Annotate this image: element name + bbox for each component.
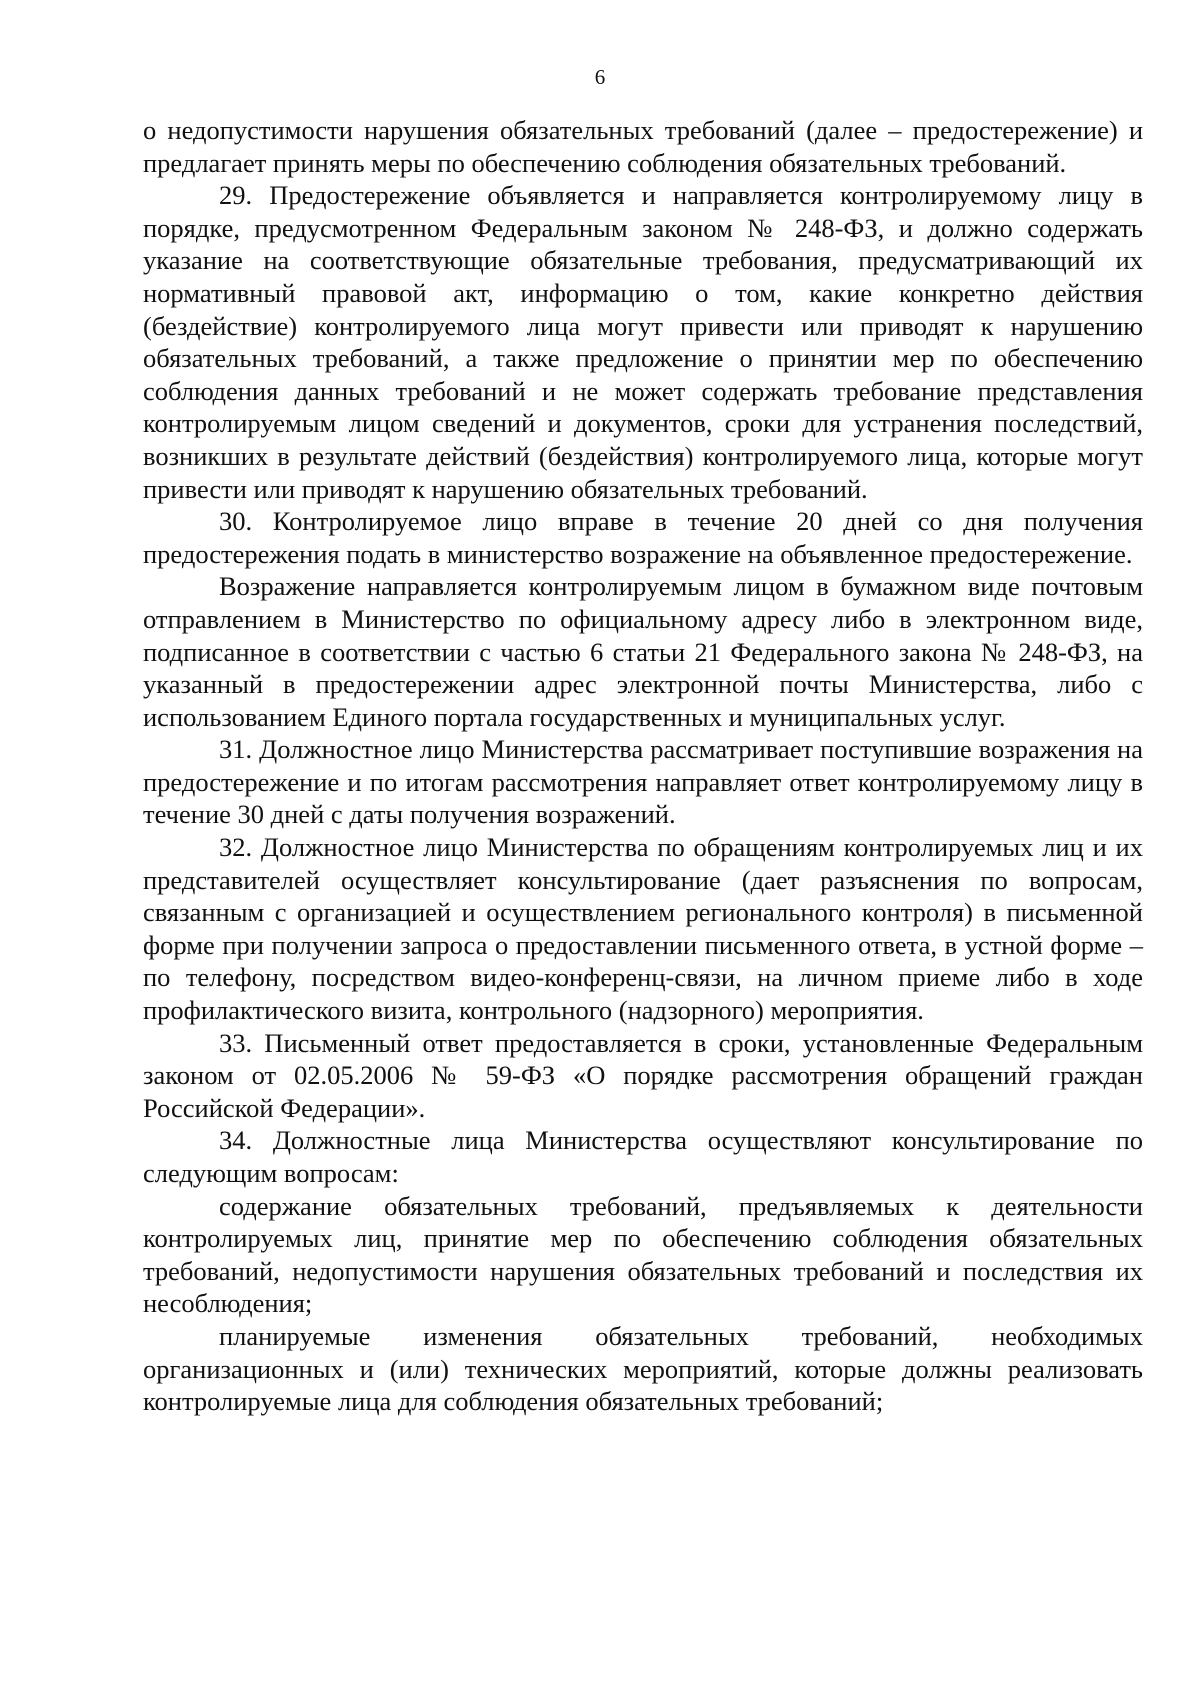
paragraph-item-32: 32. Должностное лицо Министерства по обращениям контролируемых лиц и их представителей осуществляет консультирование (дает разъяснения по вопросам, связанным с организацией и осуществлением регионального контроля) в письменной форме при получении запроса о предоставлении письменного ответа, в устной форме – по телефону, посредством видео-конференц-связи, на личном приеме либо в ходе профилактического визита, контрольного (надзорного) мероприятия.: [143, 832, 1143, 1026]
paragraph-consultation-topic-2: планируемые изменения обязательных требований, необходимых организационных и (или) технических мероприятий, которые должны реализовать контролируемые лица для соблюдения обязательных требований;: [143, 1320, 1143, 1417]
paragraph-consultation-topic-1: содержание обязательных требований, предъявляемых к деятельности контролируемых лиц, принятие мер по обеспечению соблюдения обязательных требований, недопустимости нарушения обязательных требований и последствия их несоблюдения;: [143, 1190, 1143, 1319]
paragraph-item-34: 34. Должностные лица Министерства осуществляют консультирование по следующим вопросам:: [143, 1125, 1143, 1188]
document-body: [143, 114, 1143, 1418]
paragraph-item-30: 30. Контролируемое лицо вправе в течение 20 дней со дня получения предостережения подать в министерство возражение на объявленное предостережение.: [143, 506, 1143, 569]
paragraph-item-29: 29. Предостережение объявляется и направляется контролируемому лицу в порядке, предусмотренном Федеральным законом № 248-ФЗ, и должно содержать указание на соответствующие обязательные требования, предусматривающий их нормативный правовой акт, информацию о том, какие конкретно действия (бездействие) контролируемого лица могут привести или приводят к нарушению обязательных требований, а также предложение о принятии мер по обеспечению соблюдения данных требований и не может содержать требование представления контролируемым лицом сведений и документов, сроки для устранения последствий, возникших в результате действий (бездействия) контролируемого лица, которые могут привести или приводят к нарушению обязательных требований.: [143, 180, 1143, 504]
paragraph-item-33: 33. Письменный ответ предоставляется в сроки, установленные Федеральным законом от 02.05.2006 № 59-ФЗ «О порядке рассмотрения обращений граждан Российской Федерации».: [143, 1027, 1143, 1123]
paragraph-objection-procedure: Возражение направляется контролируемым лицом в бумажном виде почтовым отправлением в Министерство по официальному адресу либо в электронном виде, подписанное в соответствии с частью 6 статьи 21 Федерального закона № 248-ФЗ, на указанный в предостережении адрес электронной почты Министерства, либо с использованием Единого портала государственных и муниципальных услуг.: [143, 571, 1143, 732]
paragraph-item-31: 31. Должностное лицо Министерства рассматривает поступившие возражения на предостережение и по итогам рассмотрения направляет ответ контролируемому лицу в течение 30 дней с даты получения возражений.: [143, 734, 1143, 830]
paragraph-continuation: о недопустимости нарушения обязательных требований (далее – предостережение) и предлагает принять меры по обеспечению соблюдения обязательных требований.: [143, 115, 1143, 178]
page-number: 6: [594, 65, 606, 89]
